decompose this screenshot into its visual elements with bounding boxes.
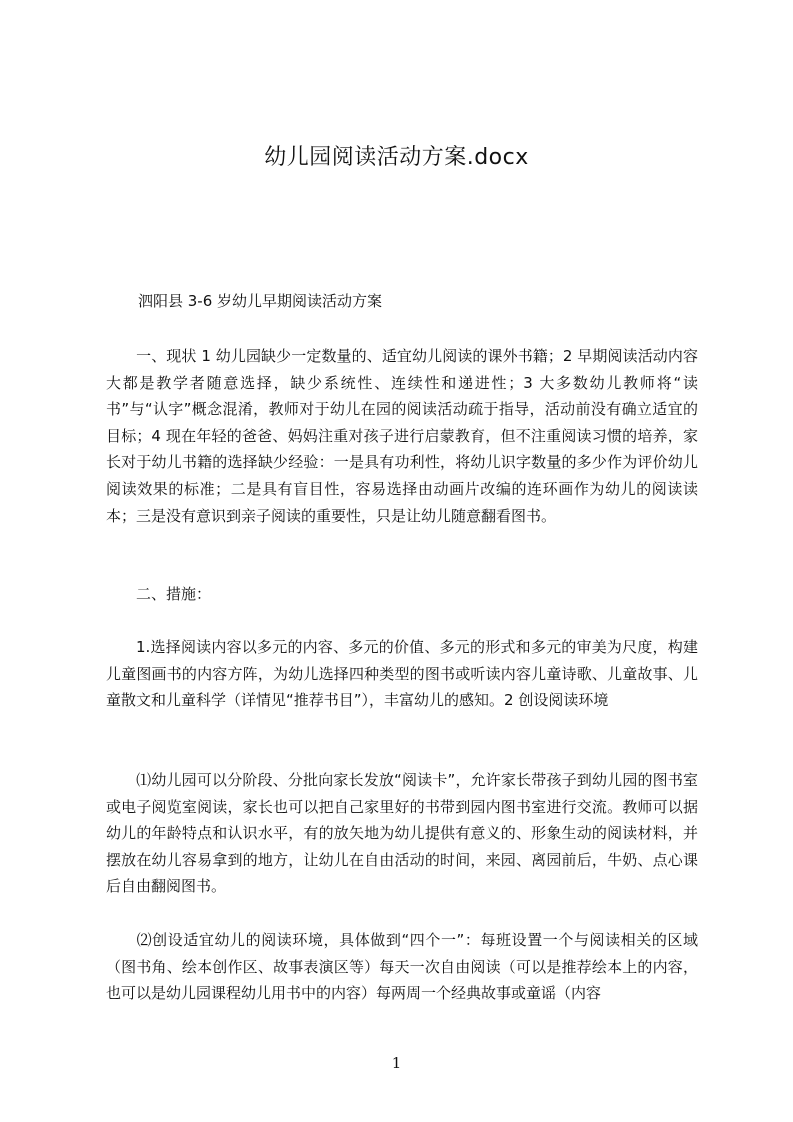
paragraph-text: ⑵创设适宜幼儿的阅读环境，具体做到“四个一”：每班设置一个与阅读相关的区域（图书角、绘本创作区、故事表演区等）每天一次自由阅读（可以是推荐绘本上的内容，也可以是幼儿园课程幼儿用书中的内容）每两周一个经典故事或童谣（内容: [106, 931, 698, 1003]
document-title: 幼儿园阅读活动方案.docx: [264, 145, 529, 170]
paragraph-reading-content: [106, 634, 698, 714]
paragraph-reading-environment: [106, 927, 698, 1007]
paragraph-measures-heading: [106, 581, 698, 608]
paragraph-reading-card: [106, 767, 698, 900]
paragraph-text: 一、现状 1 幼儿园缺少一定数量的、适宜幼儿阅读的课外书籍；2 早期阅读活动内容大都是教学者随意选择，缺少系统性、连续性和递进性；3 大多数幼儿教师将“读书”与“认字”概念混淆，教师对于幼儿在园的阅读活动疏于指导，活动前没有确立适宜的目标；4 现在年轻的爸爸、妈妈注重对孩子进行启蒙教育，但不注重阅读习惯的培养，家长对于幼儿书籍的选择缺少经验：一是具有功利性，将幼儿识字数量的多少作为评价幼儿阅读效果的标准；二是具有盲目性，容易选择由动画片改编的连环画作为幼儿的阅读读本；三是没有意识到亲子阅读的重要性，只是让幼儿随意翻看图书。: [106, 347, 698, 525]
paragraph-text: ⑴幼儿园可以分阶段、分批向家长发放“阅读卡”，允许家长带孩子到幼儿园的图书室或电子阅览室阅读，家长也可以把自己家里好的书带到园内图书室进行交流。教师可以据幼儿的年龄特点和认识水平，有的放矢地为幼儿提供有意义的、形象生动的阅读材料，并摆放在幼儿容易拿到的地方，让幼儿在自由活动的时间，来园、离园前后，牛奶、点心课后自由翻阅图书。: [106, 771, 698, 896]
paragraph-text: 1.选择阅读内容以多元的内容、多元的价值、多元的形式和多元的审美为尺度，构建儿童图画书的内容方阵，为幼儿选择四种类型的图书或听读内容儿童诗歌、儿童故事、儿童散文和儿童科学（详情见“推荐书目”），丰富幼儿的感知。2 创设阅读环境: [106, 638, 698, 710]
document-subtitle: 泗阳县 3-6 岁幼儿早期阅读活动方案: [138, 292, 383, 310]
page-number: 1: [391, 1054, 402, 1072]
paragraph-current-situation: [106, 343, 698, 529]
paragraph-text: 二、措施：: [136, 585, 212, 603]
